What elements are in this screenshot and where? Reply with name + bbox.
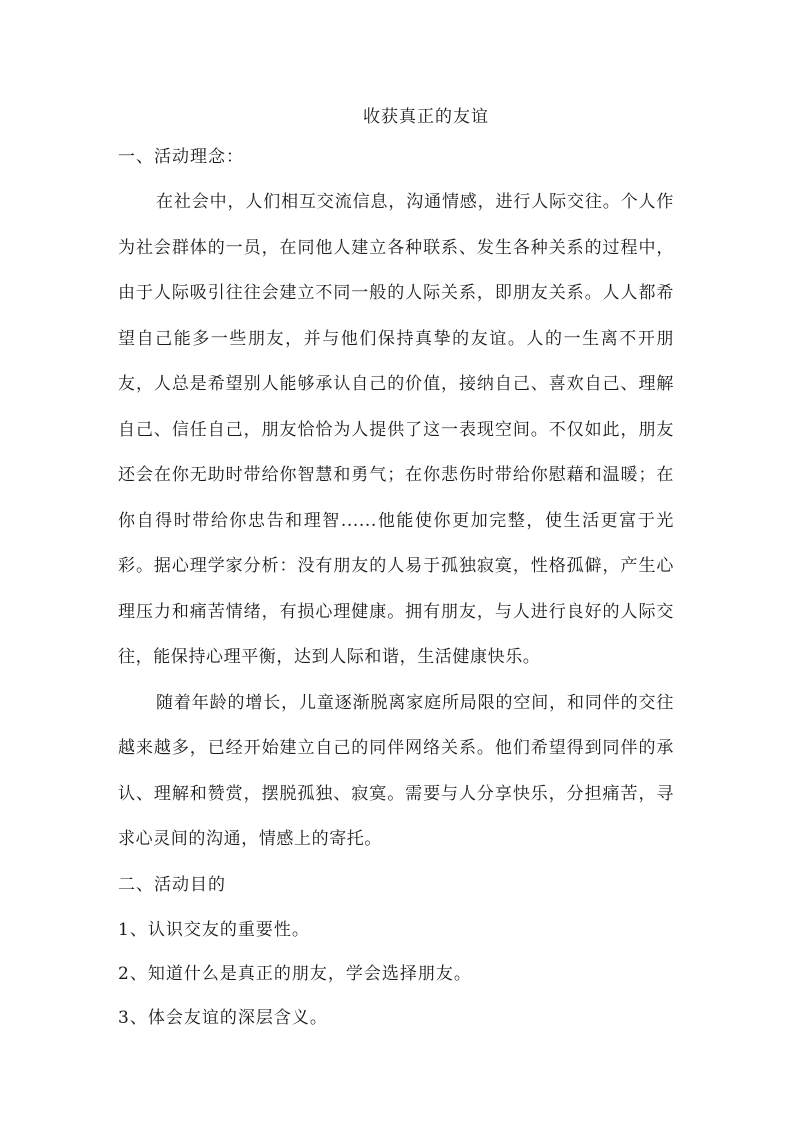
goal-item-3: 3、体会友谊的深层含义。	[118, 1007, 328, 1028]
goal-item-1: 1、认识交友的重要性。	[118, 919, 310, 940]
goal-item-2: 2、知道什么是真正的朋友，学会选择朋友。	[118, 963, 472, 984]
document-body	[118, 100, 674, 1040]
section-heading-concept: 一、活动理念：	[118, 147, 244, 167]
paragraph-concept-1: 在社会中，人们相互交流信息，沟通情感，进行人际交往。个人作为社会群体的一员，在同他人建立各种联系、发生各种关系的过程中，由于人际吸引往往会建立不同一般的人际关系，即朋友关系。人人都希望自己能多一些朋友，并与他们保持真挚的友谊。人的一生离不开朋友，人总是希望别人能够承认自己的价值，接纳自己、喜欢自己、理解自己、信任自己，朋友恰恰为人提供了这一表现空间。不仅如此，朋友还会在你无助时带给你智慧和勇气；在你悲伤时带给你慰藉和温暖；在你自得时带给你忠告和理智......他能使你更加完整，使生活更富于光彩。据心理学家分析：没有朋友的人易于孤独寂寞，性格孤僻，产生心理压力和痛苦情绪，有损心理健康。拥有朋友，与人进行良好的人际交往，能保持心理平衡，达到人际和谐，生活健康快乐。	[118, 192, 674, 667]
paragraph-concept-2: 随着年龄的增长，儿童逐渐脱离家庭所局限的空间，和同伴的交往越来越多，已经开始建立自己的同伴网络关系。他们希望得到同伴的承认、理解和赞赏，摆脱孤独、寂寞。需要与人分享快乐，分担痛苦，寻求心灵间的沟通，情感上的寄托。	[118, 692, 674, 849]
section-heading-goals: 二、活动目的	[118, 874, 226, 895]
document-title: 收获真正的友谊	[363, 107, 489, 127]
